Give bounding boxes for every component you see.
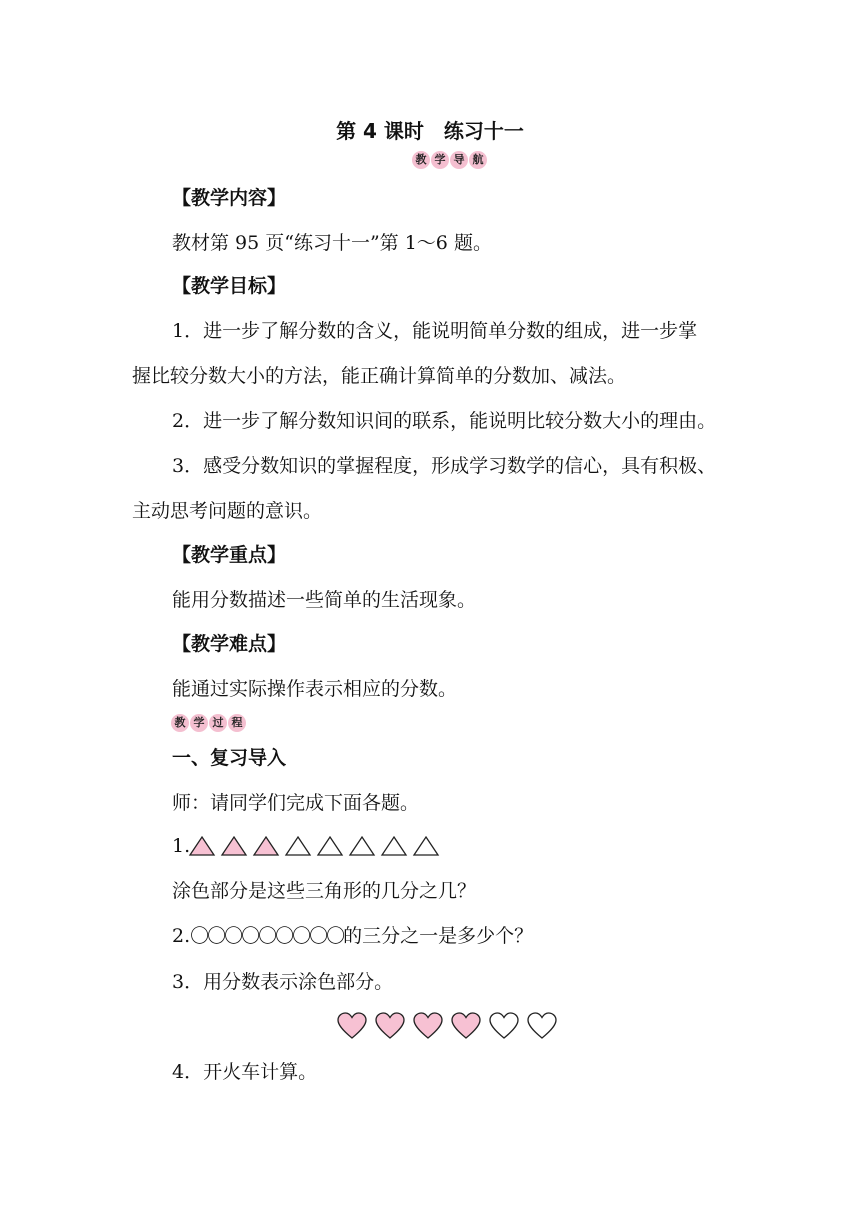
empty-triangle-icon [412,834,440,858]
filled-heart-icon [451,1012,481,1040]
q1-triangle-row [188,834,444,858]
key-text: 能用分数描述一些简单的生活现象。 [172,589,477,611]
q2-circles: 〇〇〇〇〇〇〇〇〇 [190,925,344,947]
empty-triangle-icon [316,834,344,858]
q2-line [172,923,533,949]
badge-char: 程 [228,714,246,732]
badge-char: 教 [412,151,430,169]
goal-3-line-1: 3．感受分数知识的掌握程度，形成学习数学的信心，具有积极、 [172,455,717,477]
goal-3-line-2: 主动思考问题的意识。 [132,500,323,522]
badge-char: 航 [469,151,487,169]
content-text: 教材第 95 页“练习十一”第 1～6 题。 [172,232,492,254]
goal-1-line-1: 1．进一步了解分数的含义，能说明简单分数的组成，进一步掌 [172,320,698,342]
badge-char: 学 [190,714,208,732]
q1-question: 涂色部分是这些三角形的几分之几？ [172,880,477,902]
goal-2: 2．进一步了解分数知识间的联系，能说明比较分数大小的理由。 [172,410,717,432]
q3-text: 3．用分数表示涂色部分。 [172,971,394,993]
q1-prefix: 1. [172,835,191,857]
q4-text: 4．开火车计算。 [172,1061,318,1083]
difficulty-heading: 【教学难点】 [172,633,287,655]
filled-triangle-icon [188,834,216,858]
badge-char: 导 [450,151,468,169]
badge-char: 教 [171,714,189,732]
key-heading: 【教学重点】 [172,544,287,566]
difficulty-text: 能通过实际操作表示相应的分数。 [172,678,458,700]
q2-suffix: 的三分之一是多少个？ [343,925,534,947]
review-heading: 一、复习导入 [172,747,287,769]
teaching-nav-badge [412,151,487,169]
filled-heart-icon [413,1012,443,1040]
content-heading: 【教学内容】 [172,187,287,209]
goals-heading: 【教学目标】 [172,275,287,297]
goal-1-line-2: 握比较分数大小的方法，能正确计算简单的分数加、减法。 [132,365,627,387]
filled-heart-icon [375,1012,405,1040]
q3-heart-row [337,1012,565,1040]
empty-triangle-icon [380,834,408,858]
empty-heart-icon [527,1012,557,1040]
badge-char: 过 [209,714,227,732]
empty-triangle-icon [284,834,312,858]
filled-triangle-icon [252,834,280,858]
teaching-process-badge [171,714,246,732]
lesson-title: 第 4 课时 练习十一 [336,119,524,143]
empty-heart-icon [489,1012,519,1040]
filled-heart-icon [337,1012,367,1040]
filled-triangle-icon [220,834,248,858]
empty-triangle-icon [348,834,376,858]
q2-prefix: 2. [172,925,191,947]
badge-char: 学 [431,151,449,169]
teacher-instruction: 师：请同学们完成下面各题。 [172,792,420,814]
